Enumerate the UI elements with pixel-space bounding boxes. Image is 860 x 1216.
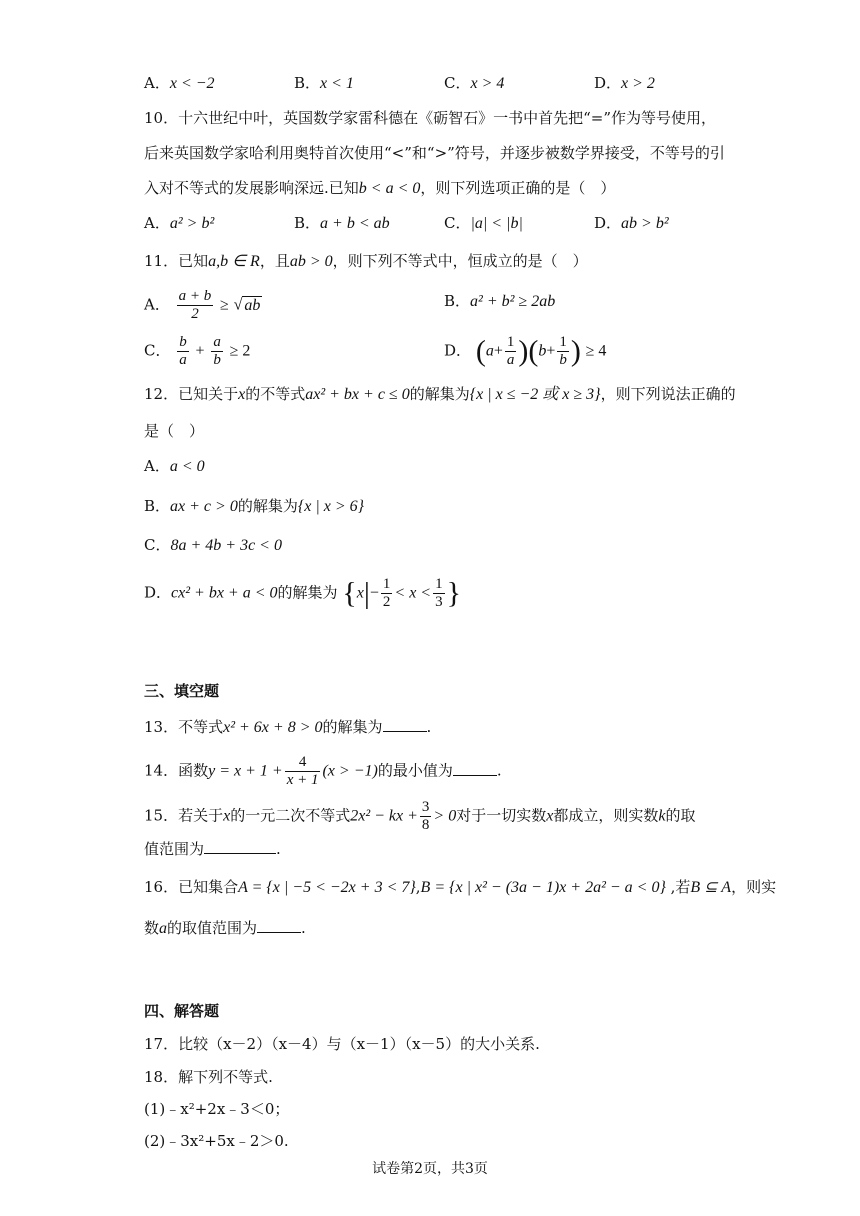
q10-line-3: 入对不等式的发展影响深远.已知b < a < 0，则下列选项正确的是（ ） <box>144 179 616 197</box>
q11-option-b: B．a² + b² ≥ 2ab <box>444 292 556 310</box>
q11-stem: 11．已知a,b ∈ R，且ab > 0，则下列不等式中，恒成立的是（ ） <box>144 252 588 270</box>
q9-option-a: A．x < −2 <box>144 74 215 92</box>
q9-option-b: B．x < 1 <box>294 74 354 92</box>
q12-option-d: D．cx² + bx + a < 0的解集为 {x|− $\frac{1}{2}$ < x < $\frac{1}{3}$ } <box>144 576 461 610</box>
q10-option-d: D．ab > b² <box>594 214 669 232</box>
q16-line-1: 16．已知集合A = {x | −5 < −2x + 3 < 7},B = {x | x² − (3a − 1)x + 2a² − a < 0} ,若B ⊆ A，则实 <box>144 878 777 896</box>
q13-answer-blank[interactable] <box>383 717 427 732</box>
q18-stem: 18．解下列不等式. <box>144 1068 273 1086</box>
q11-option-a: A． $\frac{a + b}{2}$ ≥ √ ab <box>144 288 261 322</box>
q10-line-2: 后来英国数学家哈利用奥特首次使用“<”和“>”符号，并逐步被数学界接受，不等号的引 <box>144 144 725 162</box>
q12-option-b: B．ax + c > 0的解集为{x | x > 6} <box>144 497 365 515</box>
q11-option-d: D． (a+ $\frac{1}{a}$ )(b+ $\frac{1}{b}$ ) ≥ 4 <box>444 334 607 368</box>
q10-option-a: A．a² > b² <box>144 214 215 232</box>
q14-answer-blank[interactable] <box>453 761 497 776</box>
q15-line-2: 值范围为 . <box>144 840 281 858</box>
q16-answer-blank[interactable] <box>257 918 301 933</box>
section-answer-heading: 四、解答题 <box>144 1002 220 1020</box>
page-footer: 试卷第2页，共3页 <box>372 1161 488 1177</box>
q14: 14．函数y = x + 1 + $\frac{4}{x + 1}$ (x > −1)的最小值为 . <box>144 754 502 788</box>
q13: 13．不等式x² + 6x + 8 > 0的解集为 . <box>144 718 432 736</box>
q11-option-c: C． $\frac{b}{a}$ + $\frac{a}{b}$ ≥ 2 <box>144 334 251 368</box>
q15-line-1: 15．若关于x的一元二次不等式2x² − kx + $\frac{3}{8}$ > 0对于一切实数x都成立，则实数k的取 <box>144 799 696 833</box>
q10-option-c: C．|a| < |b| <box>444 214 523 232</box>
q15-answer-blank[interactable] <box>204 839 276 854</box>
q12-option-a: A．a < 0 <box>144 457 205 475</box>
q18-part-1: (1)﹣x²+2x﹣3＜0； <box>144 1100 290 1118</box>
q12-option-c: C．8a + 4b + 3c < 0 <box>144 536 282 554</box>
q10-line-1: 10．十六世纪中叶，英国数学家雷科德在《砺智石》一书中首先把“=”作为等号使用， <box>144 109 716 127</box>
q9-option-c: C．x > 4 <box>444 74 505 92</box>
q10-option-b: B．a + b < ab <box>294 214 390 232</box>
q12-stem-line-2: 是（ ） <box>144 422 205 440</box>
q16-line-2: 数a的取值范围为 . <box>144 919 306 937</box>
q17: 17．比较（x－2）（x－4）与（x－1）（x－5）的大小关系. <box>144 1035 540 1053</box>
q18-part-2: (2)﹣3x²+5x﹣2＞0. <box>144 1132 289 1150</box>
section-fill-in-heading: 三、填空题 <box>144 682 220 700</box>
q9-option-d: D．x > 2 <box>594 74 655 92</box>
q12-stem-line-1: 12．已知关于x的不等式ax² + bx + c ≤ 0的解集为{x | x ≤ −2 或 x ≥ 3}，则下列说法正确的 <box>144 385 736 403</box>
